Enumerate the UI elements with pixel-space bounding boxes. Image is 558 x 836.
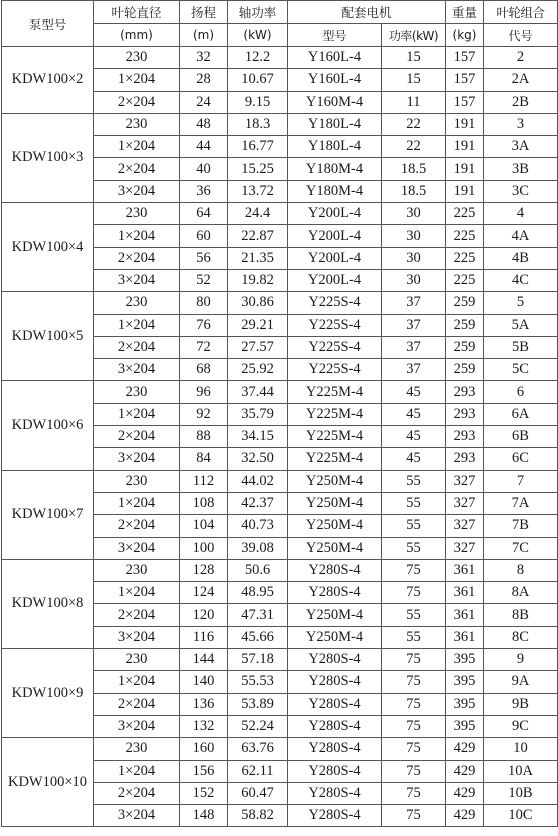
combo-code-cell: 8C (484, 626, 558, 648)
motor-power-cell: 37 (382, 292, 446, 314)
head-cell: 96 (180, 381, 228, 403)
motor-power-cell: 30 (382, 203, 446, 225)
combo-code-cell: 10A (484, 760, 558, 782)
shaft-power-cell: 35.79 (228, 403, 288, 425)
combo-code-cell: 5A (484, 314, 558, 336)
pump-spec-table (1, 0, 558, 827)
shaft-power-cell: 19.82 (228, 269, 288, 291)
motor-type-cell: Y280S-4 (288, 738, 382, 760)
weight-cell: 293 (446, 448, 484, 470)
motor-type-cell: Y225S-4 (288, 314, 382, 336)
motor-type-cell: Y250M-4 (288, 604, 382, 626)
head-cell: 24 (180, 91, 228, 113)
motor-power-cell: 45 (382, 448, 446, 470)
motor-type-cell: Y280S-4 (288, 649, 382, 671)
combo-code-cell: 3C (484, 180, 558, 202)
impeller-diameter-cell: 2×204 (94, 515, 180, 537)
motor-power-cell: 30 (382, 269, 446, 291)
impeller-diameter-cell: 3×204 (94, 805, 180, 827)
weight-cell: 395 (446, 649, 484, 671)
combo-code-cell: 7 (484, 470, 558, 492)
impeller-diameter-cell: 3×204 (94, 180, 180, 202)
motor-type-cell: Y280S-4 (288, 582, 382, 604)
motor-power-cell: 37 (382, 314, 446, 336)
motor-power-cell: 18.5 (382, 158, 446, 180)
motor-type-cell: Y225S-4 (288, 359, 382, 381)
impeller-diameter-cell: 2×204 (94, 782, 180, 804)
head-cell: 132 (180, 715, 228, 737)
combo-code-cell: 6B (484, 426, 558, 448)
weight-cell: 293 (446, 426, 484, 448)
motor-type-cell: Y225M-4 (288, 381, 382, 403)
weight-cell: 395 (446, 693, 484, 715)
motor-type-cell: Y225S-4 (288, 336, 382, 358)
motor-power-cell: 45 (382, 403, 446, 425)
motor-type-cell: Y180M-4 (288, 158, 382, 180)
shaft-power-cell: 32.50 (228, 448, 288, 470)
table-body (2, 47, 558, 827)
head-cell: 80 (180, 292, 228, 314)
header-motor-type: 型号 (288, 24, 382, 47)
motor-type-cell: Y280S-4 (288, 671, 382, 693)
weight-cell: 327 (446, 515, 484, 537)
shaft-power-cell: 58.82 (228, 805, 288, 827)
motor-power-cell: 22 (382, 113, 446, 135)
header-weight-unit: (kg) (446, 24, 484, 47)
combo-code-cell: 8B (484, 604, 558, 626)
header-motor-power: 功率(kW) (382, 24, 446, 47)
combo-code-cell: 9B (484, 693, 558, 715)
weight-cell: 191 (446, 180, 484, 202)
table-row (2, 113, 558, 135)
shaft-power-cell: 62.11 (228, 760, 288, 782)
shaft-power-cell: 16.77 (228, 136, 288, 158)
weight-cell: 259 (446, 336, 484, 358)
motor-power-cell: 75 (382, 738, 446, 760)
shaft-power-cell: 25.92 (228, 359, 288, 381)
shaft-power-cell: 12.2 (228, 47, 288, 69)
impeller-diameter-cell: 1×204 (94, 582, 180, 604)
impeller-diameter-cell: 230 (94, 559, 180, 581)
header-pump-model: 泵型号 (2, 1, 94, 47)
shaft-power-cell: 9.15 (228, 91, 288, 113)
impeller-diameter-cell: 2×204 (94, 247, 180, 269)
impeller-diameter-cell: 230 (94, 292, 180, 314)
weight-cell: 157 (446, 91, 484, 113)
motor-type-cell: Y180M-4 (288, 180, 382, 202)
head-cell: 48 (180, 113, 228, 135)
header-impeller-combo: 叶轮组合 (484, 1, 558, 24)
combo-code-cell: 7C (484, 537, 558, 559)
shaft-power-cell: 10.67 (228, 69, 288, 91)
table-row (2, 381, 558, 403)
motor-power-cell: 55 (382, 604, 446, 626)
head-cell: 124 (180, 582, 228, 604)
head-cell: 36 (180, 180, 228, 202)
shaft-power-cell: 50.6 (228, 559, 288, 581)
shaft-power-cell: 34.15 (228, 426, 288, 448)
combo-code-cell: 7A (484, 492, 558, 514)
combo-code-cell: 6A (484, 403, 558, 425)
head-cell: 88 (180, 426, 228, 448)
head-cell: 72 (180, 336, 228, 358)
impeller-diameter-cell: 2×204 (94, 693, 180, 715)
motor-power-cell: 75 (382, 760, 446, 782)
weight-cell: 361 (446, 604, 484, 626)
motor-type-cell: Y225M-4 (288, 448, 382, 470)
table-row (2, 292, 558, 314)
motor-type-cell: Y225S-4 (288, 292, 382, 314)
shaft-power-cell: 21.35 (228, 247, 288, 269)
motor-power-cell: 75 (382, 559, 446, 581)
table-row (2, 203, 558, 225)
impeller-diameter-cell: 230 (94, 738, 180, 760)
header-combo-code: 代号 (484, 24, 558, 47)
weight-cell: 293 (446, 381, 484, 403)
combo-code-cell: 5B (484, 336, 558, 358)
shaft-power-cell: 55.53 (228, 671, 288, 693)
head-cell: 44 (180, 136, 228, 158)
shaft-power-cell: 52.24 (228, 715, 288, 737)
header-motor: 配套电机 (288, 1, 446, 24)
motor-type-cell: Y200L-4 (288, 269, 382, 291)
impeller-diameter-cell: 230 (94, 381, 180, 403)
impeller-diameter-cell: 2×204 (94, 91, 180, 113)
combo-code-cell: 2 (484, 47, 558, 69)
shaft-power-cell: 44.02 (228, 470, 288, 492)
impeller-diameter-cell: 230 (94, 47, 180, 69)
weight-cell: 157 (446, 47, 484, 69)
motor-type-cell: Y225M-4 (288, 403, 382, 425)
combo-code-cell: 6 (484, 381, 558, 403)
motor-power-cell: 37 (382, 359, 446, 381)
shaft-power-cell: 57.18 (228, 649, 288, 671)
table-row (2, 470, 558, 492)
head-cell: 144 (180, 649, 228, 671)
table-row (2, 738, 558, 760)
combo-code-cell: 5C (484, 359, 558, 381)
motor-type-cell: Y280S-4 (288, 559, 382, 581)
motor-type-cell: Y250M-4 (288, 470, 382, 492)
header-shaft-power-unit: (kW) (228, 24, 288, 47)
motor-type-cell: Y280S-4 (288, 760, 382, 782)
impeller-diameter-cell: 2×204 (94, 336, 180, 358)
impeller-diameter-cell: 1×204 (94, 492, 180, 514)
head-cell: 40 (180, 158, 228, 180)
impeller-diameter-cell: 2×204 (94, 426, 180, 448)
head-cell: 116 (180, 626, 228, 648)
combo-code-cell: 8 (484, 559, 558, 581)
shaft-power-cell: 39.08 (228, 537, 288, 559)
combo-code-cell: 9A (484, 671, 558, 693)
combo-code-cell: 6C (484, 448, 558, 470)
weight-cell: 361 (446, 559, 484, 581)
head-cell: 68 (180, 359, 228, 381)
shaft-power-cell: 37.44 (228, 381, 288, 403)
motor-type-cell: Y250M-4 (288, 537, 382, 559)
shaft-power-cell: 13.72 (228, 180, 288, 202)
shaft-power-cell: 47.31 (228, 604, 288, 626)
combo-code-cell: 2A (484, 69, 558, 91)
combo-code-cell: 4 (484, 203, 558, 225)
combo-code-cell: 10C (484, 805, 558, 827)
motor-power-cell: 55 (382, 515, 446, 537)
weight-cell: 191 (446, 158, 484, 180)
motor-type-cell: Y280S-4 (288, 782, 382, 804)
impeller-diameter-cell: 1×204 (94, 671, 180, 693)
motor-type-cell: Y160L-4 (288, 69, 382, 91)
head-cell: 92 (180, 403, 228, 425)
weight-cell: 191 (446, 113, 484, 135)
motor-type-cell: Y180L-4 (288, 136, 382, 158)
shaft-power-cell: 30.86 (228, 292, 288, 314)
weight-cell: 225 (446, 269, 484, 291)
motor-type-cell: Y200L-4 (288, 203, 382, 225)
motor-power-cell: 55 (382, 492, 446, 514)
weight-cell: 259 (446, 314, 484, 336)
header-head: 扬程 (180, 1, 228, 24)
head-cell: 64 (180, 203, 228, 225)
motor-power-cell: 75 (382, 671, 446, 693)
head-cell: 108 (180, 492, 228, 514)
pump-model-cell: KDW100×6 (2, 381, 94, 470)
motor-type-cell: Y180L-4 (288, 113, 382, 135)
impeller-diameter-cell: 3×204 (94, 626, 180, 648)
weight-cell: 225 (446, 225, 484, 247)
weight-cell: 259 (446, 292, 484, 314)
head-cell: 152 (180, 782, 228, 804)
motor-type-cell: Y250M-4 (288, 626, 382, 648)
header-shaft-power: 轴功率 (228, 1, 288, 24)
impeller-diameter-cell: 230 (94, 649, 180, 671)
impeller-diameter-cell: 1×204 (94, 69, 180, 91)
shaft-power-cell: 48.95 (228, 582, 288, 604)
impeller-diameter-cell: 2×204 (94, 158, 180, 180)
table-row (2, 649, 558, 671)
weight-cell: 327 (446, 470, 484, 492)
shaft-power-cell: 18.3 (228, 113, 288, 135)
header-weight: 重量 (446, 1, 484, 24)
motor-type-cell: Y200L-4 (288, 225, 382, 247)
weight-cell: 429 (446, 782, 484, 804)
head-cell: 120 (180, 604, 228, 626)
header-impeller-unit: (mm) (94, 24, 180, 47)
head-cell: 100 (180, 537, 228, 559)
head-cell: 128 (180, 559, 228, 581)
impeller-diameter-cell: 230 (94, 470, 180, 492)
weight-cell: 225 (446, 203, 484, 225)
impeller-diameter-cell: 1×204 (94, 136, 180, 158)
weight-cell: 361 (446, 582, 484, 604)
shaft-power-cell: 29.21 (228, 314, 288, 336)
shaft-power-cell: 53.89 (228, 693, 288, 715)
weight-cell: 327 (446, 537, 484, 559)
pump-model-cell: KDW100×8 (2, 559, 94, 648)
combo-code-cell: 3 (484, 113, 558, 135)
motor-type-cell: Y225M-4 (288, 426, 382, 448)
impeller-diameter-cell: 3×204 (94, 269, 180, 291)
pump-model-cell: KDW100×5 (2, 292, 94, 381)
motor-power-cell: 55 (382, 537, 446, 559)
pump-model-cell: KDW100×3 (2, 113, 94, 202)
head-cell: 32 (180, 47, 228, 69)
motor-power-cell: 11 (382, 91, 446, 113)
weight-cell: 395 (446, 671, 484, 693)
combo-code-cell: 3B (484, 158, 558, 180)
shaft-power-cell: 40.73 (228, 515, 288, 537)
weight-cell: 429 (446, 760, 484, 782)
head-cell: 160 (180, 738, 228, 760)
motor-type-cell: Y160M-4 (288, 91, 382, 113)
combo-code-cell: 9C (484, 715, 558, 737)
combo-code-cell: 3A (484, 136, 558, 158)
motor-power-cell: 15 (382, 47, 446, 69)
combo-code-cell: 2B (484, 91, 558, 113)
motor-power-cell: 45 (382, 426, 446, 448)
shaft-power-cell: 15.25 (228, 158, 288, 180)
combo-code-cell: 10B (484, 782, 558, 804)
head-cell: 84 (180, 448, 228, 470)
shaft-power-cell: 27.57 (228, 336, 288, 358)
weight-cell: 361 (446, 626, 484, 648)
shaft-power-cell: 60.47 (228, 782, 288, 804)
impeller-diameter-cell: 230 (94, 113, 180, 135)
shaft-power-cell: 63.76 (228, 738, 288, 760)
weight-cell: 191 (446, 136, 484, 158)
head-cell: 140 (180, 671, 228, 693)
motor-power-cell: 15 (382, 69, 446, 91)
weight-cell: 327 (446, 492, 484, 514)
impeller-diameter-cell: 1×204 (94, 760, 180, 782)
head-cell: 76 (180, 314, 228, 336)
motor-power-cell: 75 (382, 805, 446, 827)
weight-cell: 293 (446, 403, 484, 425)
weight-cell: 225 (446, 247, 484, 269)
head-cell: 52 (180, 269, 228, 291)
head-cell: 156 (180, 760, 228, 782)
motor-power-cell: 30 (382, 247, 446, 269)
motor-type-cell: Y200L-4 (288, 247, 382, 269)
motor-power-cell: 45 (382, 381, 446, 403)
motor-type-cell: Y160L-4 (288, 47, 382, 69)
motor-power-cell: 75 (382, 693, 446, 715)
head-cell: 136 (180, 693, 228, 715)
shaft-power-cell: 42.37 (228, 492, 288, 514)
motor-power-cell: 55 (382, 470, 446, 492)
motor-power-cell: 75 (382, 782, 446, 804)
impeller-diameter-cell: 2×204 (94, 604, 180, 626)
header-impeller-diameter: 叶轮直径 (94, 1, 180, 24)
combo-code-cell: 9 (484, 649, 558, 671)
impeller-diameter-cell: 230 (94, 203, 180, 225)
motor-type-cell: Y250M-4 (288, 492, 382, 514)
header-row (2, 1, 558, 24)
impeller-diameter-cell: 3×204 (94, 715, 180, 737)
impeller-diameter-cell: 3×204 (94, 537, 180, 559)
shaft-power-cell: 24.4 (228, 203, 288, 225)
impeller-diameter-cell: 1×204 (94, 403, 180, 425)
header-head-unit: (m) (180, 24, 228, 47)
combo-code-cell: 4A (484, 225, 558, 247)
impeller-diameter-cell: 3×204 (94, 448, 180, 470)
head-cell: 104 (180, 515, 228, 537)
motor-power-cell: 75 (382, 715, 446, 737)
motor-type-cell: Y280S-4 (288, 715, 382, 737)
combo-code-cell: 8A (484, 582, 558, 604)
impeller-diameter-cell: 1×204 (94, 314, 180, 336)
head-cell: 148 (180, 805, 228, 827)
head-cell: 28 (180, 69, 228, 91)
motor-power-cell: 18.5 (382, 180, 446, 202)
table-row (2, 559, 558, 581)
motor-power-cell: 30 (382, 225, 446, 247)
impeller-diameter-cell: 3×204 (94, 359, 180, 381)
combo-code-cell: 4B (484, 247, 558, 269)
motor-type-cell: Y280S-4 (288, 805, 382, 827)
head-cell: 60 (180, 225, 228, 247)
combo-code-cell: 10 (484, 738, 558, 760)
weight-cell: 429 (446, 738, 484, 760)
pump-model-cell: KDW100×10 (2, 738, 94, 827)
motor-power-cell: 75 (382, 649, 446, 671)
weight-cell: 429 (446, 805, 484, 827)
combo-code-cell: 7B (484, 515, 558, 537)
weight-cell: 157 (446, 69, 484, 91)
pump-model-cell: KDW100×4 (2, 203, 94, 292)
shaft-power-cell: 22.87 (228, 225, 288, 247)
impeller-diameter-cell: 1×204 (94, 225, 180, 247)
combo-code-cell: 5 (484, 292, 558, 314)
pump-model-cell: KDW100×2 (2, 47, 94, 114)
motor-power-cell: 22 (382, 136, 446, 158)
motor-power-cell: 55 (382, 626, 446, 648)
head-cell: 112 (180, 470, 228, 492)
weight-cell: 259 (446, 359, 484, 381)
table-row (2, 47, 558, 69)
motor-power-cell: 37 (382, 336, 446, 358)
motor-type-cell: Y280S-4 (288, 693, 382, 715)
motor-power-cell: 75 (382, 582, 446, 604)
pump-model-cell: KDW100×7 (2, 470, 94, 559)
motor-type-cell: Y250M-4 (288, 515, 382, 537)
head-cell: 56 (180, 247, 228, 269)
pump-model-cell: KDW100×9 (2, 649, 94, 738)
combo-code-cell: 4C (484, 269, 558, 291)
shaft-power-cell: 45.66 (228, 626, 288, 648)
weight-cell: 395 (446, 715, 484, 737)
